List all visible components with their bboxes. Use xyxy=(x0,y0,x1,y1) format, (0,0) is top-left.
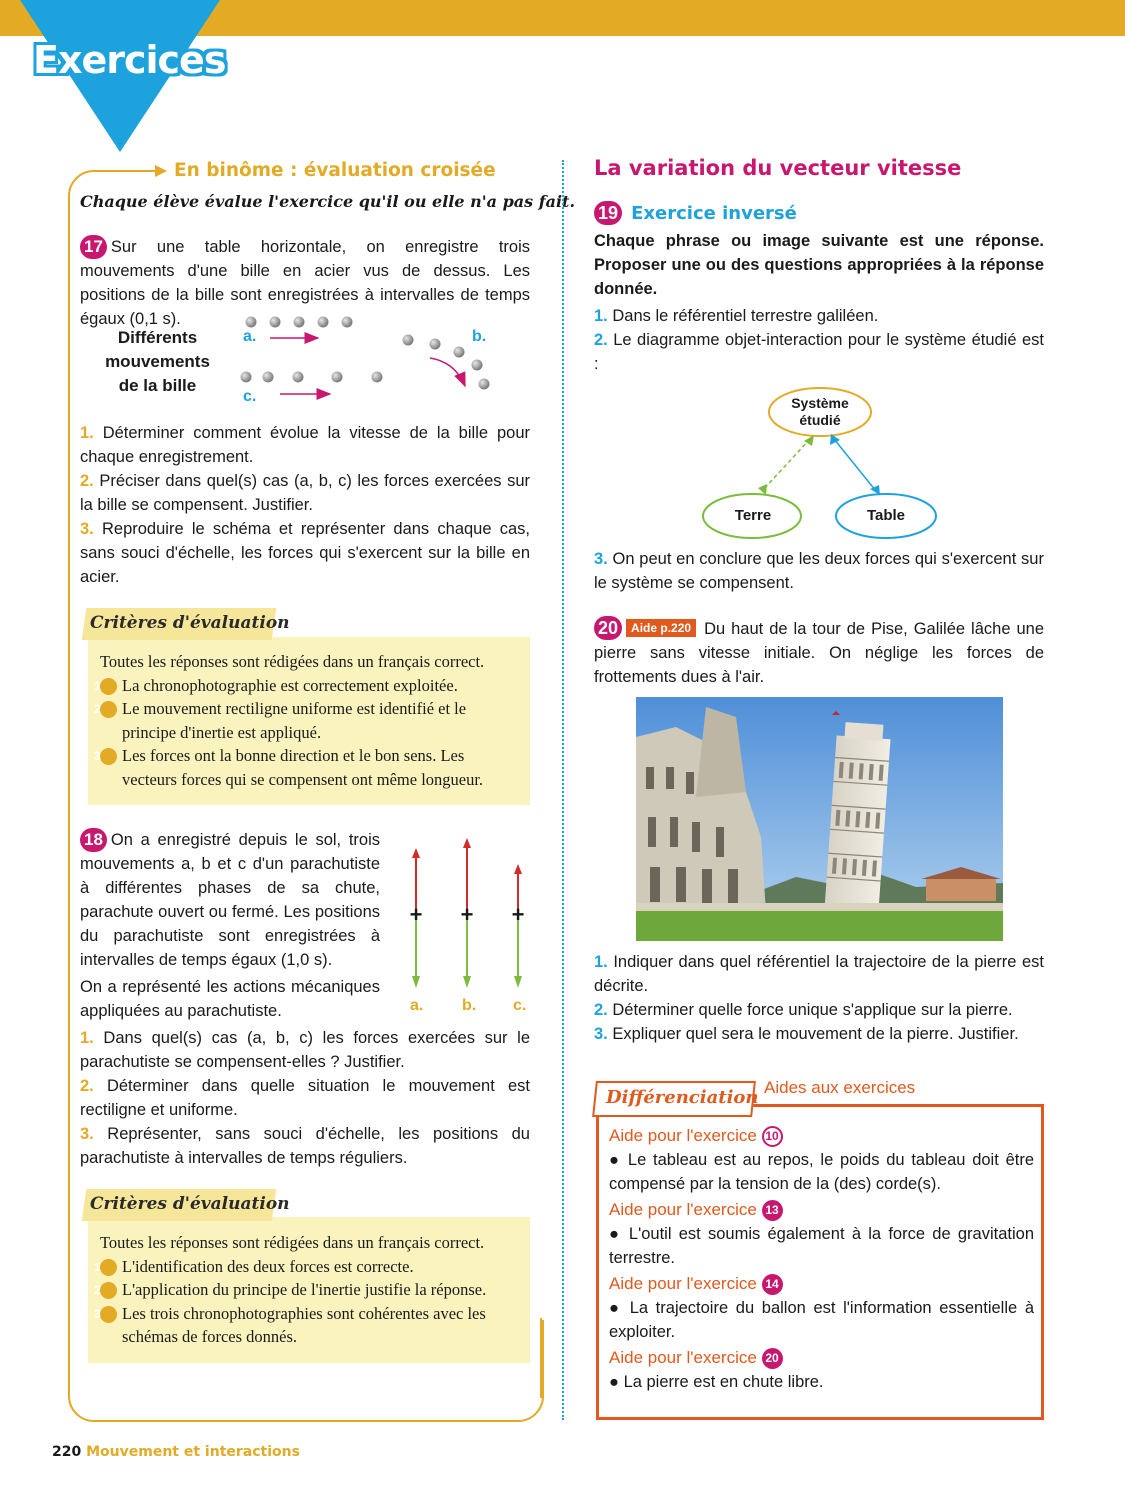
aides-list xyxy=(609,1124,1034,1394)
criteria-list-2: Toutes les réponses sont rédigées dans un français correct. 1 L'identification des deux forces est correcte. 2 L'application du principe de l'inertie justifie la réponse. 3 Les trois chronophotographies sont cohérentes avec les schémas de forces donnés. xyxy=(94,1233,487,1346)
differentiation-heading: Aides aux exercices xyxy=(764,1078,916,1097)
aide-item: Aide pour l'exercice 13 ● L'outil est soumis également à la force de gravitation terrestre. xyxy=(609,1200,1034,1267)
question: 2. Déterminer dans quelle situation le mouvement est rectiligne et uniforme. xyxy=(80,1077,530,1119)
label-a: a. xyxy=(243,328,257,345)
question: 2. Déterminer quelle force unique s'applique sur la pierre. xyxy=(594,1001,1013,1019)
question: 1. Dans quel(s) cas (a, b, c) les forces exercées sur le parachutiste se compensent-elles ? Justifier. xyxy=(80,1029,530,1071)
svg-text:+: + xyxy=(409,902,423,927)
aide-item: Aide pour l'exercice 14 ● La trajectoire du ballon est l'information essentielle à exploiter. xyxy=(609,1274,1034,1341)
exercise-18-questions xyxy=(80,1026,530,1170)
pisa-tower-photo xyxy=(636,697,1003,941)
page-title: Exercices xyxy=(33,38,226,82)
aide-item: Aide pour l'exercice 20 ● La pierre est en chute libre. xyxy=(609,1348,824,1391)
exercise-19-instruction: Chaque phrase ou image suivante est une réponse. Proposer une ou des questions appropriées à la réponse donnée. xyxy=(594,232,1044,298)
question: 1. Indiquer dans quel référentiel la trajectoire de la pierre est décrite. xyxy=(594,953,1044,995)
question: 1. Déterminer comment évolue la vitesse de la bille pour chaque enregistrement. xyxy=(80,424,530,466)
aide-badge: Aide p.220 xyxy=(626,619,696,637)
exercise-18-intro: 18 On a enregistré depuis le sol, trois mouvements a, b et c d'un parachutiste à différentes phases de sa chute, parachute ouvert ou fermé. Les positions du parachutiste sont enregistrées à intervalles de temps égaux (1,0 s). xyxy=(80,830,380,969)
arrow-b xyxy=(430,358,465,386)
exercise-20-intro: 20 Aide p.220 Du haut de la tour de Pise, Galilée lâche une pierre sans vitesse initiale. On néglige les forces de frottements dues à l'air. xyxy=(594,618,1044,686)
label-c: c. xyxy=(513,997,527,1014)
banner-arrow-head xyxy=(155,165,167,177)
question: 3. Représenter, sans souci d'échelle, les positions du parachutiste à intervalles de temps réguliers. xyxy=(80,1125,530,1167)
exercise-17-intro: 17 Sur une table horizontale, on enregistre trois mouvements d'une bille en acier vus de dessus. Les positions de la bille sont enregistrées à intervalles de temps égaux (0,1 s). xyxy=(80,237,530,328)
exercise-17-questions xyxy=(80,421,530,589)
exercise-20-questions xyxy=(594,950,1044,1046)
figure-17-chronophoto xyxy=(230,310,530,410)
label-b: b. xyxy=(472,328,487,345)
banner-subtitle: Chaque élève évalue l'exercice qu'il ou elle n'a pas fait. xyxy=(80,192,576,211)
path-c-balls xyxy=(241,372,383,383)
earth-label: Terre xyxy=(734,507,772,524)
system-label: Système étudié xyxy=(791,395,849,428)
svg-text:+: + xyxy=(511,902,525,927)
force-pair-a xyxy=(410,848,423,988)
footer xyxy=(52,1444,300,1460)
exercise-18-intro2: On a représenté les actions mécaniques appliquées au parachutiste. xyxy=(80,978,380,1020)
force-pair-c xyxy=(512,864,525,988)
question: 2. Préciser dans quel(s) cas (a, b, c) les forces exercées sur la bille se compensent. Justifier. xyxy=(80,472,530,514)
exercise-19-q1-q2: 1. Dans le référentiel terrestre galiléen. 2. Le diagramme objet-interaction pour le système étudié est : xyxy=(594,307,1044,373)
column-divider xyxy=(562,160,564,1420)
table-label: Table xyxy=(866,507,906,524)
exercise-19-header: 19 Exercice inversé xyxy=(594,201,797,225)
differentiation-tab-label: Différenciation xyxy=(606,1087,759,1108)
page-number: 220 xyxy=(52,1444,82,1460)
banner-arrow xyxy=(96,170,156,172)
section-title: La variation du vecteur vitesse xyxy=(594,156,962,180)
criteria-list-1: Toutes les réponses sont rédigées dans un français correct. 1 La chronophotographie est correctement exploitée. 2 Le mouvement rectiligne uniforme est identifié et le principe d'inertie est appliqué. 3 Les forces ont la bonne direction et le bon sens. Les vecteurs forces qui se compensent ont même longueur. xyxy=(94,652,485,789)
exercise-19-q3: 3. On peut en conclure que les deux forces qui s'exercent sur le système se compensent. xyxy=(594,550,1044,592)
earth-interaction xyxy=(762,439,810,491)
table-interaction xyxy=(834,439,876,491)
exercise-number-badge: 17 xyxy=(80,235,107,259)
svg-text:+: + xyxy=(460,902,474,927)
chapter-title: Mouvement et interactions xyxy=(86,1444,300,1460)
label-b: b. xyxy=(462,997,477,1014)
label-c: c. xyxy=(243,388,257,405)
force-pair-b xyxy=(461,838,474,988)
label-a: a. xyxy=(410,997,424,1014)
aide-item: Aide pour l'exercice 10 ● Le tableau est au repos, le poids du tableau doit être compensé par la tension de la (des) corde(s). xyxy=(609,1126,1034,1193)
question: 3. Reproduire le schéma et représenter dans chaque cas, sans souci d'échelle, les forces qui s'exercent sur la bille en acier. xyxy=(80,520,530,586)
figure-17-caption: Différents mouvements de la bille xyxy=(105,328,210,395)
path-a-balls xyxy=(246,317,353,328)
banner-title: En binôme : évaluation croisée xyxy=(174,160,496,181)
question: 3. Expliquer quel sera le mouvement de la pierre. Justifier. xyxy=(594,1025,1019,1043)
